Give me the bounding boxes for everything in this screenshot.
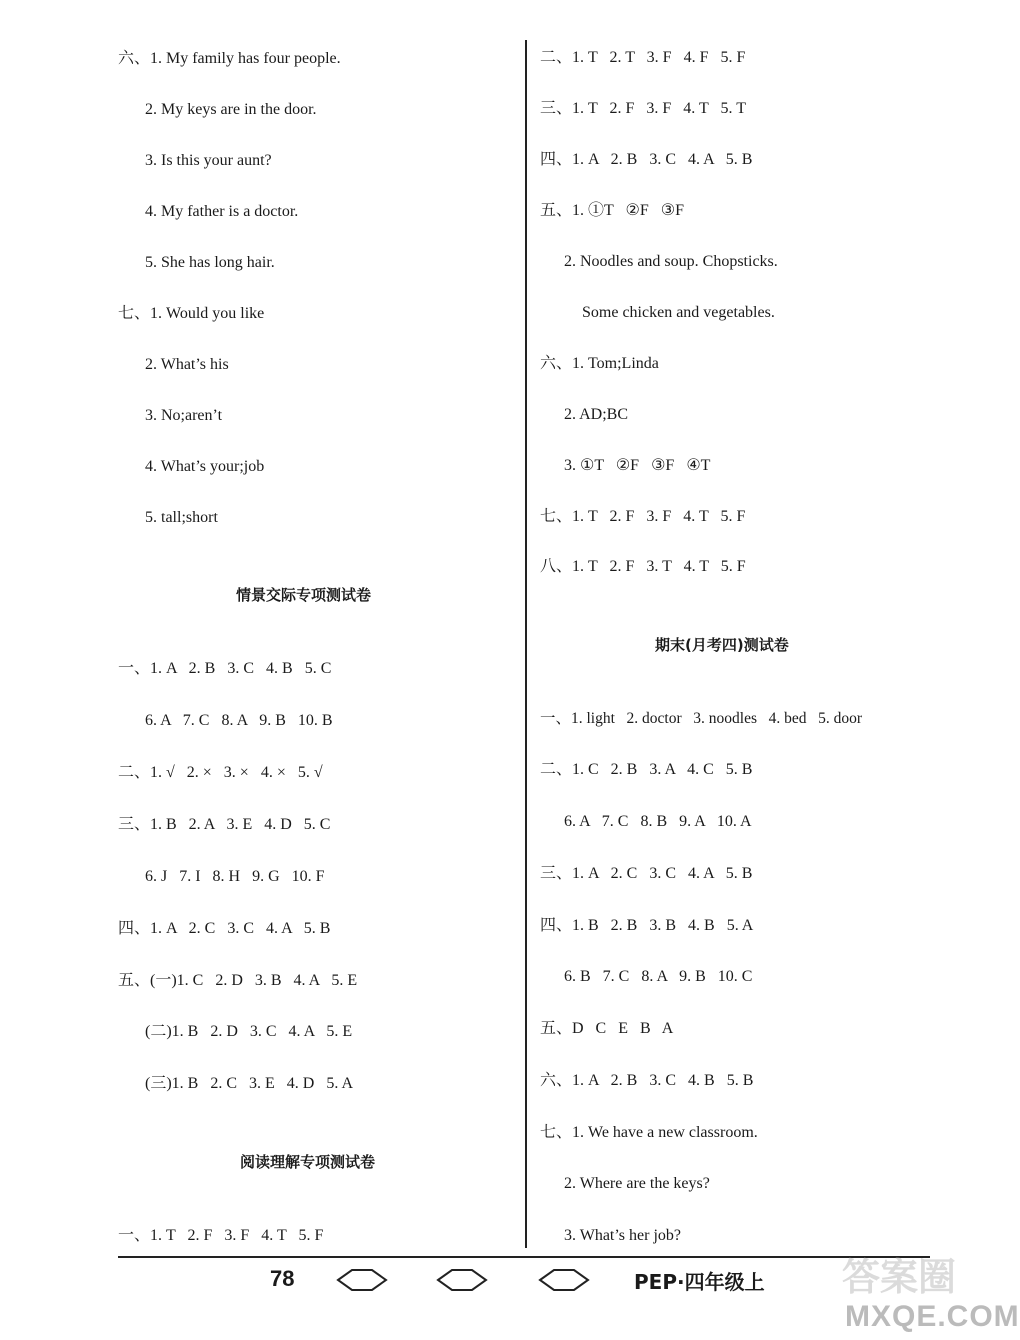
answer-line: 3. No;aren’t xyxy=(145,407,223,424)
footer-rule xyxy=(118,1256,930,1258)
watermark-text: MXQE.COM xyxy=(845,1300,1020,1333)
page-number: 78 xyxy=(270,1266,295,1291)
answer-line: 5. tall;short xyxy=(145,509,218,526)
svg-text:答案圈: 答案圈 xyxy=(842,1255,957,1299)
answer-line: 七、1. T 2. F 3. F 4. T 5. F xyxy=(540,508,746,525)
answer-line: 五、D C E B A xyxy=(540,1020,674,1037)
answer-line: 五、1. ①T ②F ③F xyxy=(540,202,684,219)
diamond-ornament-icon xyxy=(436,1268,488,1292)
answer-line: 七、1. Would you like xyxy=(118,305,265,322)
answer-line: (二)1. B 2. D 3. C 4. A 5. E xyxy=(145,1023,353,1040)
answer-line: 四、1. A 2. B 3. C 4. A 5. B xyxy=(540,151,753,168)
answer-line: 2. AD;BC xyxy=(564,406,629,423)
answer-line: 七、1. We have a new classroom. xyxy=(540,1124,758,1141)
answer-line: 6. B 7. C 8. A 9. B 10. C xyxy=(564,968,753,985)
book-series-label: PEP·四年级上 xyxy=(634,1270,765,1294)
answer-line: 六、1. My family has four people. xyxy=(118,50,341,67)
answer-line: (三)1. B 2. C 3. E 4. D 5. A xyxy=(145,1075,354,1092)
answer-line: 4. My father is a doctor. xyxy=(145,203,299,220)
answer-line: 2. Where are the keys? xyxy=(564,1175,710,1192)
diamond-ornament-icon xyxy=(336,1268,388,1292)
answer-line: 八、1. T 2. F 3. T 4. T 5. F xyxy=(540,558,746,575)
answer-line: 2. Noodles and soup. Chopsticks. xyxy=(564,253,778,270)
answer-line: 2. What’s his xyxy=(145,356,229,373)
answer-line: 六、1. A 2. B 3. C 4. B 5. B xyxy=(540,1072,754,1089)
answer-line: 3. What’s her job? xyxy=(564,1227,682,1244)
answer-line: 一、1. light 2. doctor 3. noodles 4. bed 5. door xyxy=(540,710,863,727)
section-heading: 情景交际专项测试卷 xyxy=(236,586,372,604)
answer-line: 二、1. T 2. T 3. F 4. F 5. F xyxy=(540,49,746,66)
answer-line: 四、1. A 2. C 3. C 4. A 5. B xyxy=(118,920,331,937)
answer-line: 3. ①T ②F ③F ④T xyxy=(564,457,711,474)
answer-line: 一、1. A 2. B 3. C 4. B 5. C xyxy=(118,660,332,677)
answer-line: 三、1. A 2. C 3. C 4. A 5. B xyxy=(540,865,753,882)
section-heading: 阅读理解专项测试卷 xyxy=(240,1153,376,1171)
answer-line: 5. She has long hair. xyxy=(145,254,275,271)
answer-line: 6. A 7. C 8. B 9. A 10. A xyxy=(564,813,752,830)
diamond-ornament-icon xyxy=(538,1268,590,1292)
answer-line: 一、1. T 2. F 3. F 4. T 5. F xyxy=(118,1227,324,1244)
answer-line: Some chicken and vegetables. xyxy=(582,304,775,321)
answer-line: 三、1. T 2. F 3. F 4. T 5. T xyxy=(540,100,746,117)
answer-line: 4. What’s your;job xyxy=(145,458,265,475)
answer-line: 三、1. B 2. A 3. E 4. D 5. C xyxy=(118,816,331,833)
answer-line: 四、1. B 2. B 3. B 4. B 5. A xyxy=(540,917,754,934)
answer-line: 3. Is this your aunt? xyxy=(145,152,272,169)
section-heading: 期末(月考四)测试卷 xyxy=(655,636,789,654)
answer-line: 二、1. C 2. B 3. A 4. C 5. B xyxy=(540,761,753,778)
answer-line: 6. A 7. C 8. A 9. B 10. B xyxy=(145,712,333,729)
answer-line: 6. J 7. I 8. H 9. G 10. F xyxy=(145,868,325,885)
answer-line: 五、(一)1. C 2. D 3. B 4. A 5. E xyxy=(118,972,358,989)
answer-line: 二、1. √ 2. × 3. × 4. × 5. √ xyxy=(118,764,323,781)
column-divider xyxy=(525,40,527,1248)
answer-line: 2. My keys are in the door. xyxy=(145,101,317,118)
answer-line: 六、1. Tom;Linda xyxy=(540,355,659,372)
